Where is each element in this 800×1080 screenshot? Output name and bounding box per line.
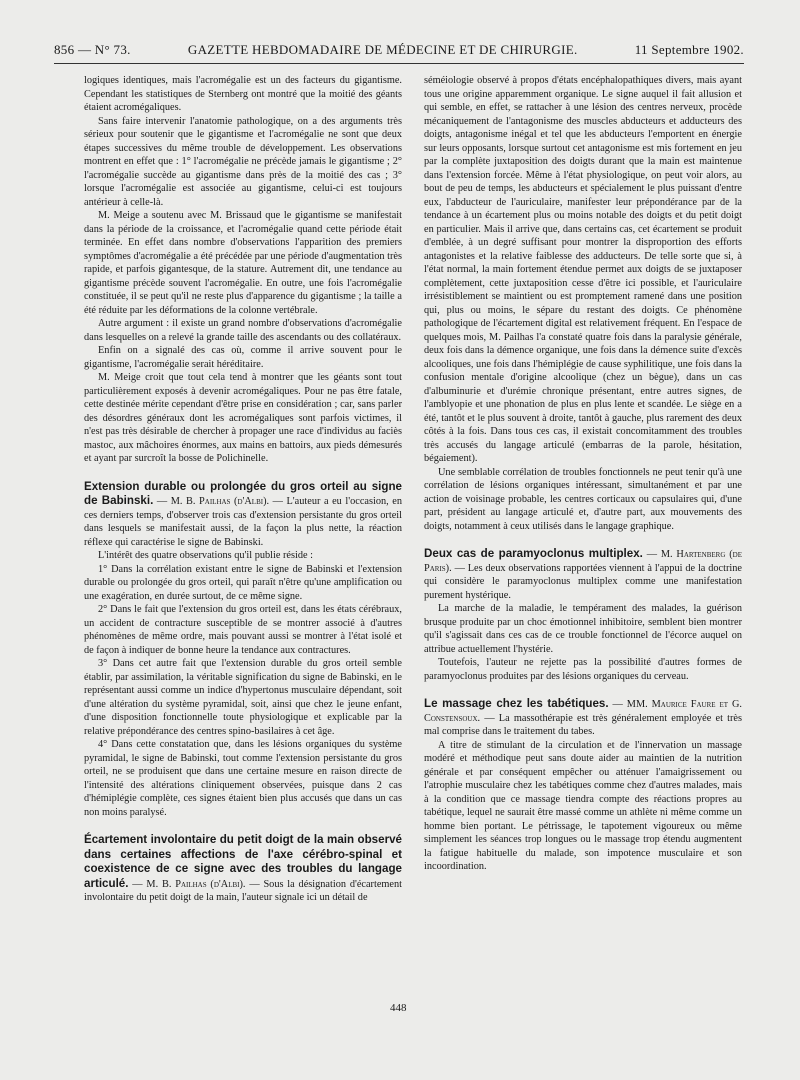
article-heading: Le massage chez les tabétiques. [424, 697, 609, 710]
paragraph: 4° Dans cette constatation que, dans les lésions organiques du système pyramidal, le signe de Babinski, tout comme l'extension persistante du gros orteil, ne se produisent que dans une certaine mesure en raison directe de l'intensité des altérations cliniquement observées, puisque dans 2 cas d'hémiplégie complète, ces signes étaient bien plus accusés que dans un cas non moins paralysé. [84, 739, 402, 818]
article-heading: Extension durable ou prolongée du gros orteil au signe de Babinski. [84, 479, 402, 507]
paragraph: Une semblable corrélation de troubles fonctionnels ne peut tenir qu'à une corrélation de lésions organiques intéressant, simultanément et par une action de voisinage probable, les centres corticaux ou capsulaires qui, d'une part, président au langage articulé et, d'autre part, aux mouvements des doigts, notamment à ceux utilisés dans le langage graphique. [424, 466, 742, 532]
paragraph: A titre de stimulant de la circulation et de l'innervation un massage modéré et méthodique peut sans doute aider au maintien de la nutrition générale et par conséquent empêcher ou atténuer l'amaigrissement ou l'atrophie musculaire chez les tabétiques comme chez d'autres malades, mais à la condition que ce massage tiendra compte des réactions propres au tabétique, lequel ne saurait être massé comme un athlète ni même comme un homme bien portant. Le pétrissage, le tapotement vigoureux ou même simplement les séances trop longues ou le massage trop étendu augmentent la fatigue habituelle du malade, son impotence musculaire et son incoordination. [424, 739, 742, 872]
journal-title: GAZETTE HEBDOMADAIRE DE MÉDECINE ET DE CHIRURGIE. [187, 42, 578, 57]
article-heading: Écartement involontaire du petit doigt de la main observé dans certaines affections de l'axe cérébro-spinal et coexistence de ce signe avec des troubles du langage articulé. [84, 833, 402, 890]
article-ecartement [84, 833, 402, 905]
paragraph: 1° Dans la corrélation existant entre le signe de Babinski et l'extension durable ou prolongée du gros orteil, qui paraît n'être qu'une amplification ou une exagération, en durée surtout, de ce même signe. [84, 563, 402, 602]
paragraph: 2° Dans le fait que l'extension du gros orteil est, dans les états cérébraux, un accident de contracture susceptible de se montrer associé à d'autres phénomènes de même ordre, mais pouvant aussi se montrer à l'état isolé et de façon à indiquer de bonne heure la tendance aux contractures. [84, 604, 402, 656]
header-rule [54, 63, 744, 64]
article-intro: — Les deux observations rapportées viennent à l'appui de la doctrine qui considère le paramyoclonus multiplex comme une manifestation purement hystérique. [424, 562, 742, 601]
article-paramyoclonus [424, 547, 742, 602]
article-intro: — La massothérapie est très généralement employée et très mal comprise dans le traitement du tabes. [424, 712, 742, 737]
paragraph: M. Meige croit que tout cela tend à montrer que les géants sont tout particulièrement exposés à devenir acromégaliques. Pour ne pas être fatale, cette destinée mérite cependant d'être prise en considération ; car, sans parler des désordres généraux dont les acromégaliques sont parfois victimes, il n'est pas très désirable de chercher à propager une race d'individus au faciès mastoc, aux mâchoires énormes, aux mains en battoirs, aux pieds démesurés et ayant par surcroît la bosse de Polichinelle. [84, 372, 402, 464]
paragraph: Enfin on a signalé des cas où, comme il arrive souvent pour le gigantisme, l'acromégalie serait héréditaire. [84, 345, 402, 370]
paragraph: Sans faire intervenir l'anatomie pathologique, on a des arguments très sérieux pour soutenir que le gigantisme et l'acromégalie ne sont que deux étapes successives du même trouble de développement. Les observations montrent en effet que : 1° l'acromégalie ne précède jamais le gigantisme ; 2° l'acromégalie succède au gigantisme dans près de la moitié des cas ; 3° lorsque l'acromégalie est associée au gigantisme, celui-ci est toujours antérieur à celle-là. [84, 115, 402, 208]
left-column [84, 74, 402, 905]
article-babinski [84, 480, 402, 550]
article-massage [424, 697, 742, 739]
paragraph: séméiologie observé à propos d'états encéphalopathiques divers, mais ayant tous une origine apparemment organique. Le signe auquel il fait allusion et qui semble, en effet, se rattacher à une lésion des centres nerveux, procède mécaniquement de l'antagonisme des muscles abducteurs et adducteurs des doigts, antagonisme inégal et tel que les abducteurs l'emportent en énergie sur leurs opposants, lorsque surtout cet antagonisme est mis fortement en jeu par la complète juxtaposition des doigts durant que la main est maintenue dans l'extension forcée. Même à l'état physiologique, on peut voir alors, au bout de peu de temps, les abducteurs et spécialement le plus puissant d'entre eux, l'abducteur de l'auriculaire, manifester leur prépondérance par de la tendance à un écartement plus ou moins notable des doigts et du petit doigt en particulier. Mais il arrive que, dans certains cas, cet écartement se produit d'emblée, à un degré suffisant pour montrer la disproportion des efforts antagonistes et la relative faiblesse des adducteurs. De telle sorte que si, à l'état normal, la main fortement étendue permet aux doigts de se juxtaposer complètement, cette juxtaposition cesse d'être ici possible, et l'auriculaire irrésistiblement se maintient ou est promptement ramené dans une position qui, plus ou moins, le sépare du restant des doigts. Ce phénomène pathologique de l'écartement digital est relativement fréquent. En l'espace de quelques mois, M. Pailhas l'a constaté quatre fois dans la paralysie générale, deux fois dans la démence organique, une fois dans la démence suite d'excès alcooliques, une fois dans l'hémiplégie de cause syphilitique, une fois dans la confusion mentale d'origine alcoolique (chez un bègue), dans un cas d'albuminurie et d'urémie chronique présentant, entre autres signes, de l'amblyopie et une phonation de plus en plus lente et scandée. Le siège en a été, tantôt et le plus souvent à droite, tantôt à gauche, plus rarement des deux côtés à la fois. Dans tous ces cas, il existait concomitamment des troubles très accusés du langage articulé (embarras de la parole, hésitation, bégaiement). [424, 75, 742, 464]
article-author: — M. Hartenberg (de Paris). [424, 549, 742, 574]
article-heading: Deux cas de paramyoclonus multiplex. [424, 547, 643, 560]
page-number: 856 — N° 73. [54, 42, 131, 57]
article-author: — M. B. Pailhas (d'Albi). [128, 878, 246, 890]
right-column [424, 74, 742, 874]
paragraph: logiques identiques, mais l'acromégalie est un des facteurs du gigantisme. Cependant les statistiques de Sternberg ont montré que la moitié des géants étaient acromégaliques. [84, 75, 402, 113]
article-author: — M. B. Pailhas (d'Albi). [153, 496, 270, 507]
paragraph: La marche de la maladie, le tempérament des malades, la guérison brusque produite par un choc émotionnel inhibitoire, semblent bien montrer qu'il s'agissait dans ces cas de ce trouble fonctionnel de l'écorce auquel on attribue actuellement l'hystérie. [424, 603, 742, 655]
paragraph: M. Meige a soutenu avec M. Brissaud que le gigantisme se manifestait dans la période de la croissance, et l'acromégalie quand cette période était terminée. En effet dans nombre d'observations l'apparition des premiers symptômes d'acromégalie a été précédée par une période d'augmentation très rapide, et parfois gigantesque, de la stature. Autrement dit, une tendance au gigantisme précède souvent l'acromégalie. En outre, une fois l'acromégalie constituée, il se peut qu'il ne reste plus d'apparence du gigantisme ; la taille a été réduite par les déformations de la colonne vertébrale. [84, 210, 402, 316]
paragraph: Autre argument : il existe un grand nombre d'observations d'acromégalie dans lesquelles on a relevé la grande taille des ascendants ou des collatéraux. [84, 318, 402, 343]
folio-number: 448 [390, 1002, 407, 1014]
paragraph: 3° Dans cet autre fait que l'extension durable du gros orteil semble établir, par assimilation, la véritable signification du signe de Babinski, en le représentant aussi comme un indice d'hypertonus musculaire dépendant, soit d'une altération du système pyramidal, soit, ainsi que chez le jeune enfant, d'une disposition fonctionnelle toute physiologique et explicable par la relative prépondérance des centres spino-basilaires à cet âge. [84, 658, 402, 737]
article-intro: — Sous la désignation d'écartement involontaire du petit doigt de la main, l'auteur signale ici un détail de [84, 878, 402, 903]
article-author: — MM. Maurice Faure et G. Constensoux. [424, 699, 742, 724]
paragraph: L'intérêt des quatre observations qu'il publie réside : [98, 550, 314, 561]
running-header [54, 42, 744, 58]
paragraph: Toutefois, l'auteur ne rejette pas la possibilité d'autres formes de paramyoclonus produites par des lésions organiques du cerveau. [424, 657, 742, 682]
article-intro: — L'auteur a eu l'occasion, en ces derniers temps, d'observer trois cas d'extension persistante du gros orteil dans lesquels se manifestait aussi, de la façon la plus nette, la réaction réflexe qui caractérise le signe de Babinski. [84, 496, 402, 548]
issue-date: 11 Septembre 1902. [634, 42, 744, 57]
